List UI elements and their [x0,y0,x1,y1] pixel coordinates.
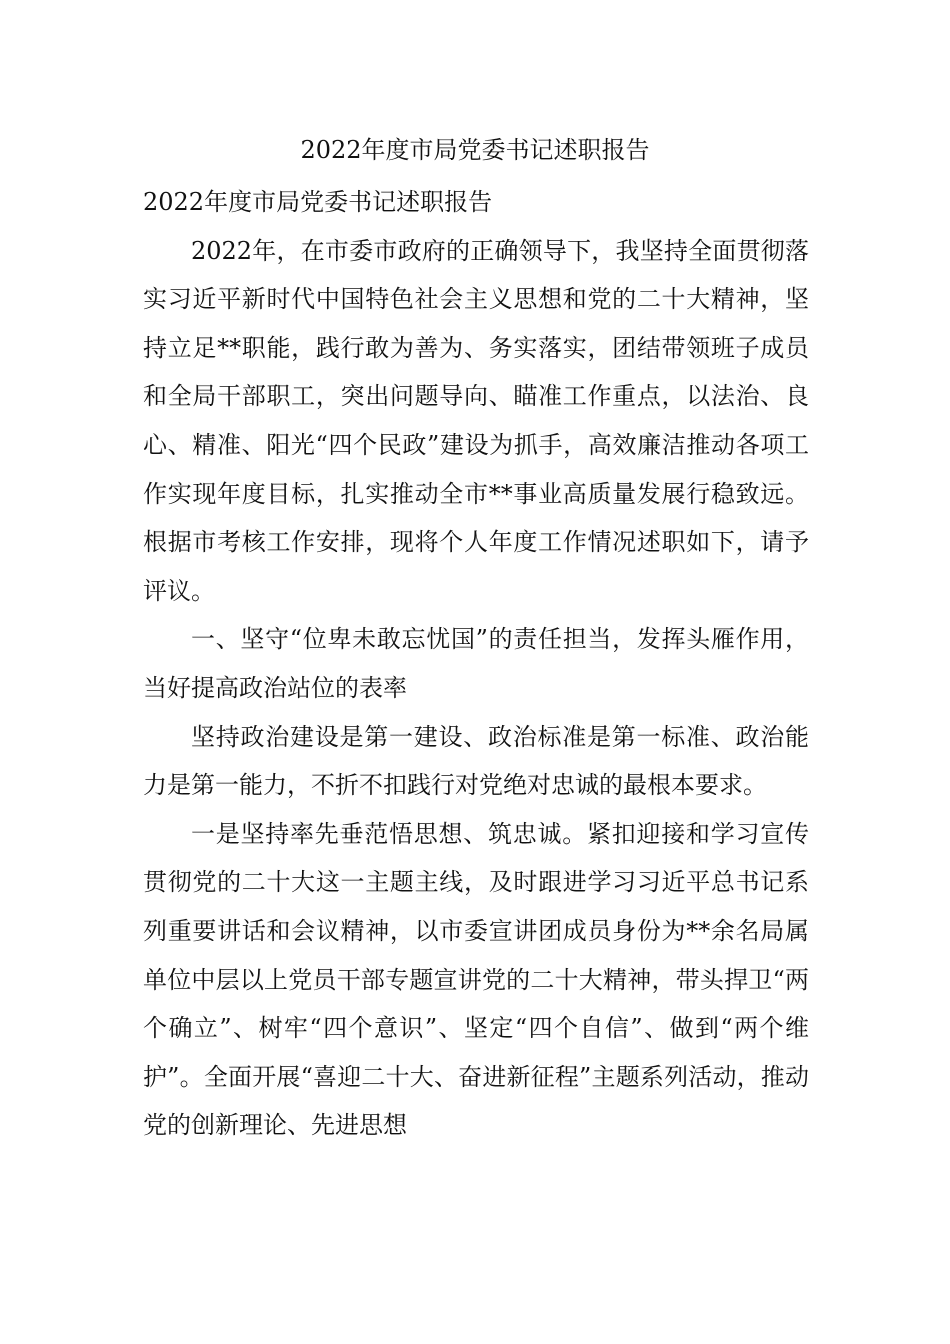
document-title: 2022年度市局党委书记述职报告 [300,136,650,164]
document-body [143,178,809,1150]
section-heading-1: 一、坚守“位卑未敢忘忧国”的责任担当，发挥头雁作用，当好提高政治站位的表率 [143,625,809,702]
paragraph-point-1: 一是坚持率先垂范悟思想、筑忠诚。紧扣迎接和学习宣传贯彻党的二十大这一主题主线，及时跟进学习习近平总书记系列重要讲话和会议精神，以市委宣讲团成员身份为**余名局属单位中层以上党员干部专题宣讲党的二十大精神，带头捍卫“两个确立”、树牢“四个意识”、坚定“四个自信”、做到“两个维护”。全面开展“喜迎二十大、奋进新征程”主题系列活动，推动党的创新理论、先进思想 [143,819,809,1140]
heading-line: 2022年度市局党委书记述职报告 [143,188,493,216]
paragraph-intro: 2022年，在市委市政府的正确领导下，我坚持全面贯彻落实习近平新时代中国特色社会主义思想和党的二十大精神，坚持立足**职能，践行敢为善为、务实落实，团结带领班子成员和全局干部职工，突出问题导向、瞄准工作重点，以法治、良心、精准、阳光“四个民政”建设为抓手，高效廉洁推动各项工作实现年度目标，扎实推动全市**事业高质量发展行稳致远。根据市考核工作安排，现将个人年度工作情况述职如下，请予评议。 [143,236,809,605]
paragraph-political: 坚持政治建设是第一建设、政治标准是第一标准、政治能力是第一能力，不折不扣践行对党绝对忠诚的最根本要求。 [143,722,809,800]
